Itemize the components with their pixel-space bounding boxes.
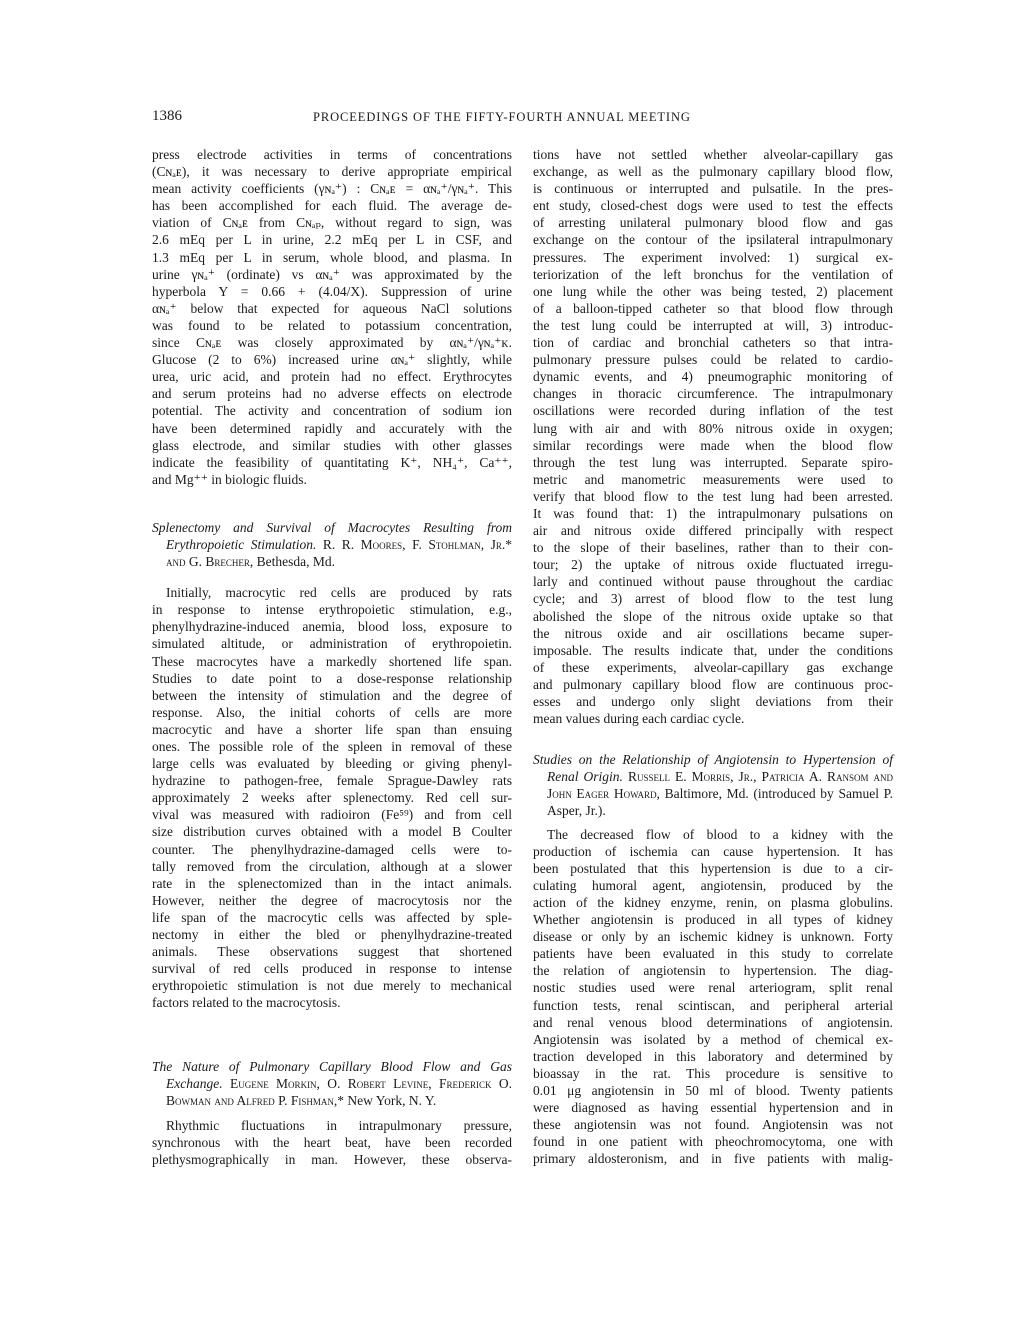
text-line: Angiotensin was isolated by a method of chemical ex- — [533, 1031, 893, 1047]
text-line: life span of the macrocytic cells was affected by sple- — [152, 909, 512, 925]
text-line: since Cɴₐᴇ was closely approximated by αɴₐ⁺/γɴₐ⁺ᴋ. — [152, 335, 512, 351]
text-line: urine γɴₐ⁺ (ordinate) vs αɴₐ⁺ was approximated by the — [152, 266, 512, 282]
running-title: PROCEEDINGS OF THE FIFTY-FOURTH ANNUAL MEETING — [313, 110, 691, 124]
text-line: tions have not settled whether alveolar-capillary gas — [533, 147, 893, 162]
text-line: These macrocytes have a markedly shortened life span. — [152, 653, 512, 669]
text-line: bioassay in the rat. This procedure is sensitive to — [533, 1065, 893, 1081]
text-line: between the intensity of stimulation and the degree of — [152, 687, 512, 703]
text-line: metric and manometric measurements were used to — [533, 471, 893, 487]
text-line: hyperbola Y = 0.66 + (4.04/X). Suppression of urine — [152, 283, 512, 299]
text-line: and pulmonary capillary blood flow are continuous proc- — [533, 676, 893, 692]
text-line: pressures. The experiment involved: 1) surgical ex- — [533, 249, 893, 265]
text-line: mean values during each cardiac cycle. — [533, 711, 745, 727]
text-line: 0.01 μg angiotensin in 50 ml of blood. Twenty patients — [533, 1082, 893, 1098]
text-line: nostic studies used were renal arteriogram, split renal — [533, 980, 893, 996]
text-line: to the slope of their baselines, rather than to their con- — [533, 540, 893, 556]
abstract-title: Splenectomy and Survival of Macrocytes Resulting from Erythropoietic Stimulation. — [152, 519, 512, 552]
text-line: size distribution curves obtained with a model B Coulter — [152, 824, 512, 840]
text-line: esses and undergo only slight deviations from their — [533, 694, 893, 709]
text-line: production of ischemia can cause hypertension. It has — [533, 843, 893, 859]
text-line: lung with air and with 80% nitrous oxide in oxygen; — [533, 420, 893, 436]
paragraph-sodium-electrode — [152, 146, 512, 488]
text-line: dynamic events, and 4) pneumographic monitoring of — [533, 369, 893, 385]
text-line: of these experiments, alveolar-capillary gas exchange — [533, 659, 893, 675]
text-line: has been accomplished for each fluid. The average de- — [152, 198, 512, 214]
abstract-title: The Nature of Pulmonary Capillary Blood Flow and Gas Exchange. — [152, 1058, 512, 1091]
text-line: disease or only by an ischemic kidney is unknown. Forty — [533, 929, 893, 945]
text-line: large cells was evaluated by bleeding or giving phenyl- — [152, 756, 512, 772]
text-line: factors related to the macrocytosis. — [152, 995, 341, 1011]
text-line: one lung while the other was being tested, 2) placement — [533, 283, 893, 299]
text-line: Initially, macrocytic red cells are produced by rats — [166, 585, 512, 601]
text-line: tour; 2) the uptake of nitrous oxide fluctuated irregu- — [533, 557, 893, 573]
text-line: abolished the slope of the nitrous oxide uptake so that — [533, 608, 893, 624]
text-line: exchange on the contour of the ipsilateral intrapulmonary — [533, 232, 893, 248]
text-line: rate in the splenectomized than in the intact animals. — [152, 875, 512, 891]
text-line: hydrazine to pathogen-free, female Sprague-Dawley rats — [152, 773, 512, 789]
text-line: exchange, as well as the pulmonary capillary blood flow, — [533, 164, 893, 180]
text-line: counter. The phenylhydrazine-damaged cells were to- — [152, 841, 512, 857]
text-line: mean activity coefficients (γɴₐ⁺) : Cɴₐᴇ = αɴₐ⁺/γɴₐ⁺. This — [152, 181, 512, 197]
abstract-title: Studies on the Relationship of Angiotensin to Hypertension of Renal Origin. — [533, 752, 893, 785]
text-line: and renal venous blood determinations of angiotensin. — [533, 1014, 893, 1030]
text-line: αɴₐ⁺ below that expected for aqueous NaCl solutions — [152, 300, 512, 316]
text-line: patients have been evaluated in this study to correlate — [533, 946, 893, 962]
text-line: Glucose (2 to 6%) increased urine αɴₐ⁺ slightly, while — [152, 352, 512, 368]
text-line: primary aldosteronism, and in five patients with malig- — [533, 1151, 893, 1167]
text-line: of arresting unilateral pulmonary blood flow and gas — [533, 215, 893, 231]
text-line: 1.3 mEq per L in serum, whole blood, and plasma. In — [152, 249, 512, 265]
text-line: (Cɴₐᴇ), it was necessary to derive appropriate empirical — [152, 164, 512, 180]
text-line: the test lung could be interrupted at will, 3) introduc- — [533, 317, 893, 333]
text-line: function tests, renal scintiscan, and peripheral arterial — [533, 997, 893, 1013]
text-line: viation of Cɴₐᴇ from Cɴₐₚ, without regard to sign, was — [152, 215, 512, 231]
text-line: glass electrode, and similar studies with other glasses — [152, 437, 512, 453]
abstract-authors: Russell E. Morris, Jr., Patricia A. Ransom and John Eager Howard, — [547, 769, 894, 802]
text-line: However, neither the degree of macrocytosis nor the — [152, 892, 512, 908]
text-line: been postulated that this hypertension is due to a cir- — [533, 860, 893, 876]
text-line: It was found that: 1) the intrapulmonary pulsations on — [533, 505, 893, 521]
text-line: cycle; and 3) arrest of blood flow to the test lung — [533, 591, 893, 607]
abstract-authors: Eugene Morkin, O. Robert Levine, Frederick O. Bowman and Alfred P. Fishman,* — [166, 1075, 513, 1108]
text-line: ones. The possible role of the spleen in removal of these — [152, 739, 512, 754]
text-line: larly and continued without pause throughout the cardiac — [533, 574, 893, 590]
text-line: and Mg⁺⁺ in biologic fluids. — [152, 471, 307, 487]
text-line: simulated altitude, or administration of erythropoietin. — [152, 636, 512, 652]
text-line: press electrode activities in terms of concentrations — [152, 147, 512, 162]
abstract-location: Baltimore, Md. (introduced by Samuel P. Asper, Jr.). — [547, 786, 893, 819]
page-number: 1386 — [152, 108, 182, 124]
abstract-heading-splenectomy — [152, 519, 512, 570]
paragraph-splenectomy — [152, 584, 512, 1011]
text-line: plethysmographically in man. However, these observa- — [152, 1151, 512, 1167]
text-line: vival was measured with radioiron (Fe⁵⁹) and from cell — [152, 807, 512, 823]
paragraph-angiotensin — [533, 826, 893, 1168]
abstract-location: Bethesda, Md. — [256, 554, 336, 570]
text-line: Studies to date point to a dose-response relationship — [152, 670, 512, 686]
text-line: changes in thoracic circumference. The intrapulmonary — [533, 386, 893, 402]
text-line: have been determined rapidly and accurately with the — [152, 420, 512, 436]
text-line: culating humoral agent, angiotensin, produced by the — [533, 877, 893, 893]
paragraph-pulmonary-start — [152, 1117, 512, 1168]
text-line: indicate the feasibility of quantitating K⁺, NH₄⁺, Ca⁺⁺, — [152, 454, 512, 470]
text-line: similar recordings were made when the blood flow — [533, 437, 893, 453]
text-line: Rhythmic fluctuations in intrapulmonary pressure, — [166, 1117, 512, 1133]
left-column — [152, 146, 512, 1168]
text-line: 2.6 mEq per L in urine, 2.2 mEq per L in CSF, and — [152, 232, 512, 248]
text-line: pulmonary pressure pulses could be related to cardio- — [533, 352, 893, 368]
text-line: animals. These observations suggest that shortened — [152, 944, 512, 960]
text-line: phenylhydrazine-induced anemia, blood loss, exposure to — [152, 619, 512, 635]
paragraph-pulmonary-cont — [533, 146, 893, 727]
text-line: action of the kidney enzyme, renin, on plasma globulins. — [533, 894, 893, 910]
text-line: erythropoietic stimulation is not due merely to mechanical — [152, 978, 512, 994]
abstract-location: New York, N. Y. — [347, 1092, 437, 1108]
text-line: nectomy in either the bled or phenylhydrazine-treated — [152, 927, 512, 943]
text-line: and serum proteins had no adverse effects on electrode — [152, 386, 512, 402]
text-line: oscillations were recorded during inflation of the test — [533, 403, 893, 419]
text-line: potential. The activity and concentration of sodium ion — [152, 403, 512, 419]
text-line: through the test lung was interrupted. Separate spiro- — [533, 454, 893, 470]
abstract-heading-angiotensin — [533, 751, 893, 819]
text-line: tion of cardiac and bronchial catheters so that intra- — [533, 335, 893, 351]
text-line: air and nitrous oxide differed principally with respect — [533, 523, 893, 539]
text-line: macrocytic and have a shorter life span than ensuing — [152, 721, 512, 737]
text-line: approximately 2 weeks after splenectomy. Red cell sur- — [152, 790, 512, 806]
text-line: were diagnosed as having essential hypertension and in — [533, 1100, 893, 1116]
abstract-heading-pulmonary — [152, 1058, 512, 1109]
text-line: tally removed from the circulation, although at a slower — [152, 858, 512, 874]
text-line: of a balloon-tipped catheter so that blood flow through — [533, 300, 893, 316]
text-line: synchronous with the heart beat, have been recorded — [152, 1134, 512, 1150]
text-line: the nitrous oxide and air oscillations became super- — [533, 625, 893, 641]
abstract-authors: R. R. Moores, F. Stohlman, Jr.* and G. Brecher, — [166, 536, 512, 570]
text-line: was found to be related to potassium concentration, — [152, 317, 512, 333]
text-line: urea, uric acid, and protein had no effect. Erythrocytes — [152, 369, 512, 385]
text-line: verify that blood flow to the test lung had been arrested. — [533, 488, 893, 504]
text-line: Whether angiotensin is produced in all types of kidney — [533, 912, 893, 928]
text-line: the relation of angiotensin to hypertension. The diag- — [533, 963, 893, 979]
text-line: in response to intense erythropoietic stimulation, e.g., — [152, 602, 512, 618]
text-line: traction developed in this laboratory and determined by — [533, 1048, 893, 1064]
text-line: imposable. The results indicate that, under the conditions — [533, 642, 893, 658]
text-line: ent study, closed-chest dogs were used to test the effects — [533, 198, 893, 214]
text-line: response. Also, the initial cohorts of cells are more — [152, 704, 512, 720]
text-line: survival of red cells produced in response to intense — [152, 961, 512, 977]
text-line: is continuous or interrupted and pulsatile. In the pres- — [533, 181, 893, 197]
text-line: The decreased flow of blood to a kidney with the — [547, 826, 893, 842]
text-line: teriorization of the left bronchus for the ventilation of — [533, 266, 893, 282]
text-line: found in one patient with pheochromocytoma, one with — [533, 1134, 893, 1150]
right-column — [533, 146, 893, 1167]
text-line: these angiotensin was not found. Angiotensin was not — [533, 1117, 893, 1133]
